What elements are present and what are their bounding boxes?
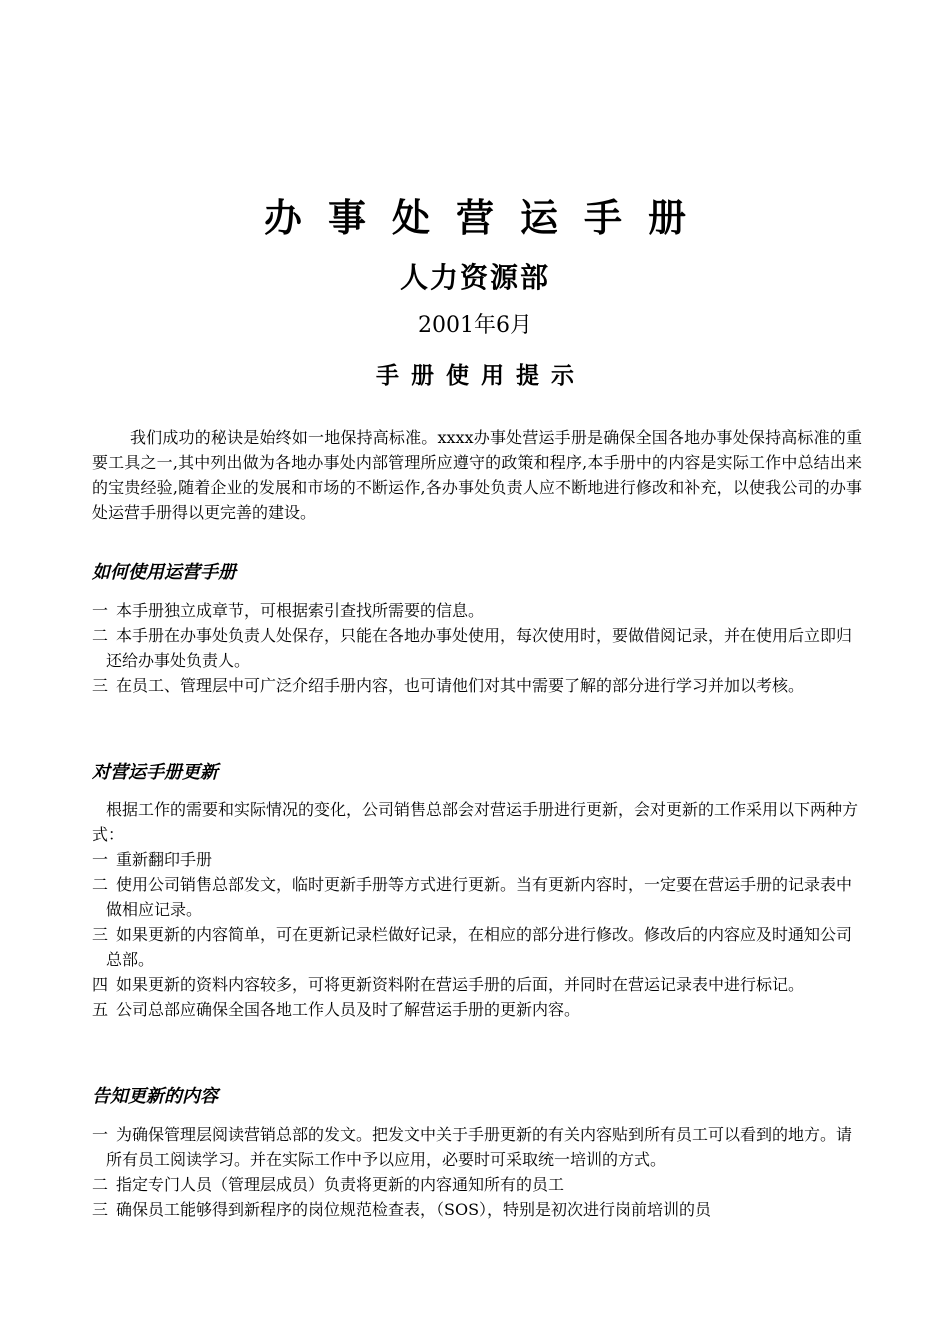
- item-number: 二: [92, 875, 109, 894]
- item-text: 如果更新的内容简单，可在更新记录栏做好记录，在相应的部分进行修改。修改后的内容应及时通知公司总部。: [106, 925, 853, 969]
- item-text: 本手册独立成章节，可根据索引查找所需要的信息。: [116, 601, 485, 620]
- item-text: 重新翻印手册: [116, 850, 213, 869]
- item-number: 二: [92, 626, 109, 645]
- item-number: 三: [92, 925, 109, 944]
- list-item: [92, 1122, 862, 1172]
- item-number: 五: [92, 1000, 109, 1019]
- list-item: [92, 623, 862, 673]
- section-heading-update: 对营运手册更新: [92, 762, 218, 783]
- list-item: [92, 922, 862, 972]
- item-number: 三: [92, 1200, 109, 1219]
- section-body-update: [92, 797, 862, 1022]
- hint-title: 手册使用提示: [376, 363, 586, 389]
- list-item: [92, 1197, 862, 1222]
- item-text: 为确保管理层阅读营销总部的发文。把发文中关于手册更新的有关内容贴到所有员工可以看到的地方。请所有员工阅读学习。并在实际工作中予以应用，必要时可采取统一培训的方式。: [106, 1125, 853, 1169]
- usage-list: [92, 598, 862, 698]
- section-heading-usage: 如何使用运营手册: [92, 562, 236, 583]
- item-text: 在员工、管理层中可广泛介绍手册内容，也可请他们对其中需要了解的部分进行学习并加以考核。: [116, 676, 805, 695]
- item-text: 确保员工能够得到新程序的岗位规范检查表，（SOS），特别是初次进行岗前培训的员: [116, 1200, 712, 1219]
- item-number: 二: [92, 1175, 109, 1194]
- item-text: 使用公司销售总部发文，临时更新手册等方式进行更新。当有更新内容时，一定要在营运手册的记录表中做相应记录。: [106, 875, 853, 919]
- notify-list: [92, 1122, 862, 1222]
- list-item: [92, 598, 862, 623]
- update-intro: 根据工作的需要和实际情况的变化，公司销售总部会对营运手册进行更新，会对更新的工作采用以下两种方式：: [92, 800, 859, 844]
- document-title: 办事处营运手册: [263, 196, 712, 240]
- item-text: 本手册在办事处负责人处保存，只能在各地办事处使用，每次使用时，要做借阅记录，并在使用后立即归还给办事处负责人。: [106, 626, 853, 670]
- section-body-notify: [92, 1122, 862, 1222]
- item-number: 一: [92, 850, 109, 869]
- item-text: 指定专门人员（管理层成员）负责将更新的内容通知所有的员工: [116, 1175, 565, 1194]
- list-item: [92, 872, 862, 922]
- item-number: 一: [92, 601, 109, 620]
- update-list: [92, 847, 862, 1022]
- item-text: 公司总部应确保全国各地工作人员及时了解营运手册的更新内容。: [116, 1000, 581, 1019]
- item-number: 三: [92, 676, 109, 695]
- list-item: [92, 972, 862, 997]
- document-date: 2001年6月: [418, 313, 532, 338]
- list-item: [92, 997, 862, 1022]
- intro-paragraph: 我们成功的秘诀是始终如一地保持高标准。xxxx办事处营运手册是确保全国各地办事处保持高标准的重要工具之一,其中列出做为各地办事处内部管理所应遵守的政策和程序,本手册中的内容是实际工作中总结出来的宝贵经验,随着企业的发展和市场的不断运作,各办事处负责人应不断地进行修改和补充，以使我公司的办事处运营手册得以更完善的建设。: [92, 428, 862, 522]
- section-heading-notify: 告知更新的内容: [92, 1086, 218, 1107]
- list-item: [92, 673, 862, 698]
- department-name: 人力资源部: [399, 261, 550, 294]
- item-number: 一: [92, 1125, 109, 1144]
- section-body-usage: [92, 598, 862, 698]
- item-text: 如果更新的资料内容较多，可将更新资料附在营运手册的后面，并同时在营运记录表中进行标记。: [116, 975, 805, 994]
- item-number: 四: [92, 975, 109, 994]
- list-item: [92, 847, 862, 872]
- list-item: [92, 1172, 862, 1197]
